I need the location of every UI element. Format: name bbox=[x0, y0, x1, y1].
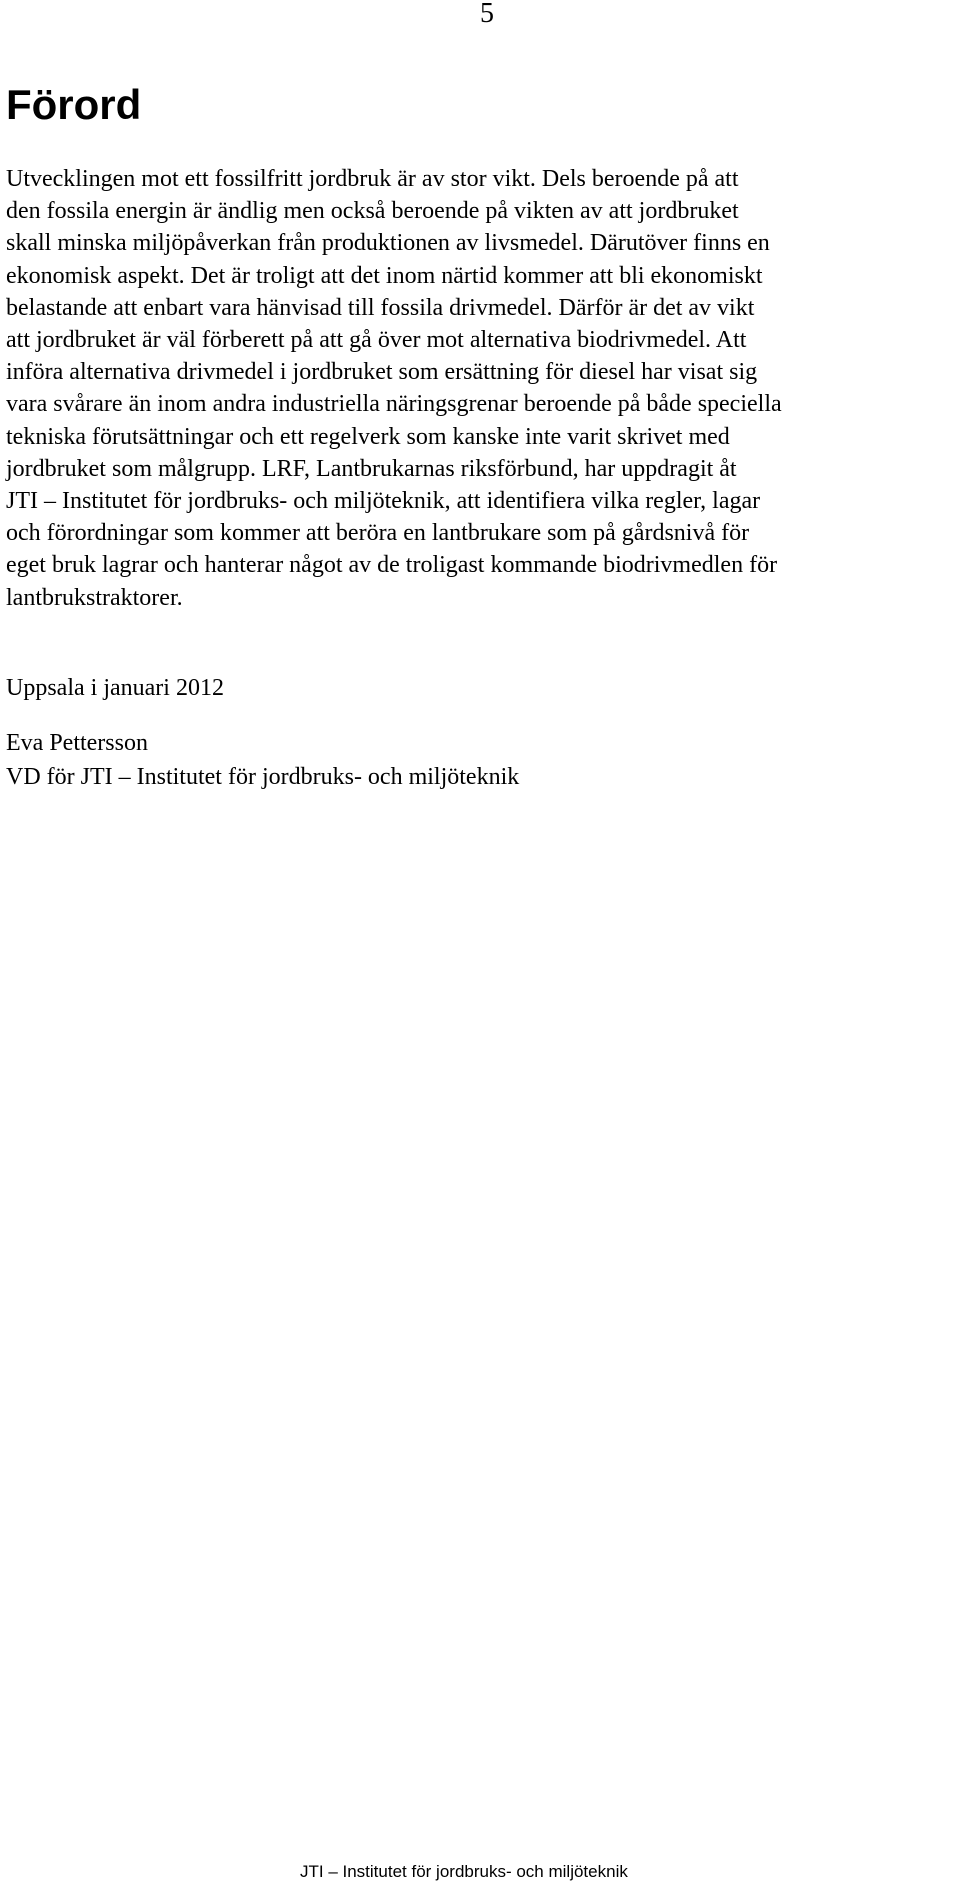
paragraph-line: och förordningar som kommer att beröra en lantbrukare som på gårdsnivå för bbox=[6, 520, 750, 547]
page-number: 5 bbox=[480, 0, 494, 29]
page-footer: JTI – Institutet för jordbruks- och miljöteknik bbox=[300, 1862, 628, 1881]
paragraph-line: införa alternativa drivmedel i jordbruket som ersättning för diesel har visat sig bbox=[6, 359, 758, 386]
paragraph-line: belastande att enbart vara hänvisad till fossila drivmedel. Därför är det av vikt bbox=[6, 294, 755, 321]
paragraph-line: Utvecklingen mot ett fossilfritt jordbruk är av stor vikt. Dels beroende på att bbox=[6, 166, 739, 192]
paragraph-line: att jordbruket är väl förberett på att gå över mot alternativa biodrivmedel. Att bbox=[6, 327, 747, 354]
paragraph-line: ekonomisk aspekt. Det är troligt att det inom närtid kommer att bli ekonomiskt bbox=[6, 262, 763, 289]
paragraph-line: skall minska miljöpåverkan från produktionen av livsmedel. Därutöver finns en bbox=[6, 230, 770, 257]
foreword-paragraph bbox=[6, 163, 951, 614]
signer-title: VD för JTI – Institutet för jordbruks- och miljöteknik bbox=[6, 764, 520, 790]
paragraph-line: tekniska förutsättningar och ett regelverk som kanske inte varit skrivet med bbox=[6, 423, 730, 450]
paragraph-line: jordbruket som målgrupp. LRF, Lantbrukarnas riksförbund, har uppdragit åt bbox=[6, 455, 737, 482]
paragraph-line: vara svårare än inom andra industriella näringsgrenar beroende på både speciella bbox=[6, 391, 782, 418]
paragraph-line: JTI – Institutet för jordbruks- och miljöteknik, att identifiera vilka regler, lagar bbox=[6, 488, 761, 515]
signer-name: Eva Pettersson bbox=[6, 730, 148, 756]
page-title: Förord bbox=[6, 81, 142, 128]
paragraph-line: eget bruk lagrar och hanterar något av de troligast kommande biodrivmedlen för bbox=[6, 552, 778, 579]
paragraph-line: den fossila energin är ändlig men också beroende på vikten av att jordbruket bbox=[6, 198, 739, 225]
paragraph-line: lantbrukstraktorer. bbox=[6, 584, 183, 611]
place-date: Uppsala i januari 2012 bbox=[6, 675, 224, 701]
